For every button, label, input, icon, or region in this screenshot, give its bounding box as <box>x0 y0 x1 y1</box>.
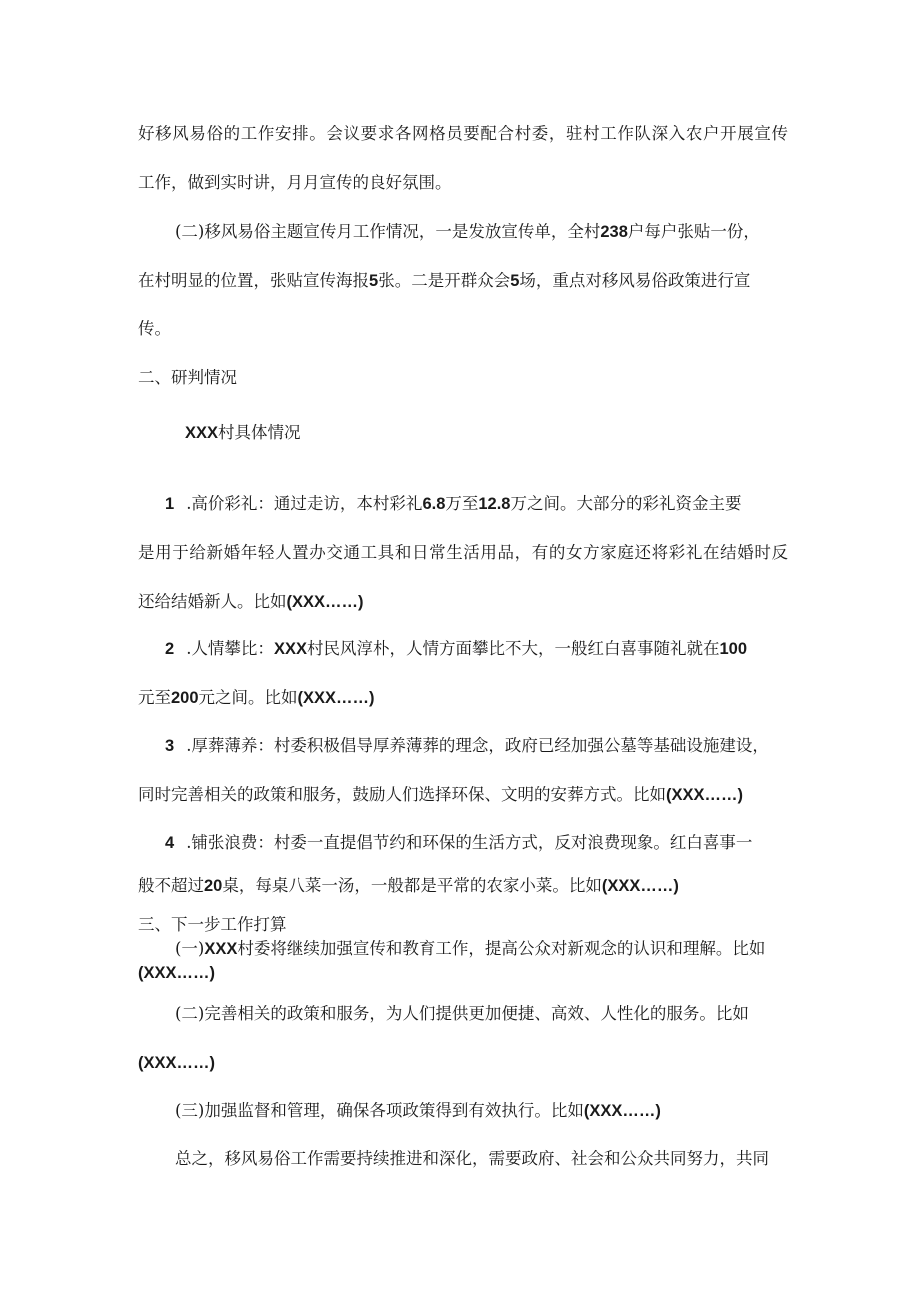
item-2-line-1 <box>165 638 815 660</box>
meetings-count: 5 <box>510 272 520 290</box>
plan-2-line-2 <box>138 1052 788 1074</box>
example-placeholder: (XXX……) <box>297 689 375 707</box>
example-placeholder: (XXX……) <box>286 593 364 611</box>
intro-text-2: 工作，做到实时讲，月月宣传的良好氛围。 <box>138 173 452 192</box>
theme-text: 张。二是开群众会 <box>378 271 511 290</box>
theme-month-line-1 <box>175 221 788 243</box>
theme-month-line-2 <box>138 270 788 292</box>
intro-text-1: 好移风易俗的工作安排。会议要求各网格员要配合村委，驻村工作队深入农户开展宣传 <box>138 124 788 143</box>
example-placeholder: (XXX……) <box>138 1054 216 1072</box>
item-number: 4 <box>165 834 175 852</box>
theme-text: 在村明显的位置，张贴宣传海报 <box>138 271 369 290</box>
village-code: XXX <box>273 640 307 658</box>
plan-text: (三)加强监督和管理，确保各项政策得到有效执行。比如 <box>175 1101 584 1120</box>
plan-text: (二)完善相关的政策和服务，为人们提供更加便捷、高效、人性化的服务。比如 <box>175 1004 749 1023</box>
item-text: 万之间。大部分的彩礼资金主要 <box>510 494 742 513</box>
example-placeholder: (XXX……) <box>666 786 744 804</box>
intro-line-1 <box>138 123 788 145</box>
village-code: XXX <box>185 424 219 442</box>
item-4-line-2 <box>138 875 788 897</box>
subtitle-text: 村具体情况 <box>218 423 301 442</box>
plan-text: 村委将继续加强宣传和教育工作，提高公众对新观念的认识和理解。比如 <box>237 939 766 958</box>
theme-text: (二)移风易俗主题宣传月工作情况，一是发放宣传单，全村 <box>175 222 601 241</box>
item-number: 1 <box>165 495 175 513</box>
village-code: XXX <box>204 940 238 958</box>
item-text: 般不超过 <box>138 876 204 895</box>
intro-line-2 <box>138 172 788 194</box>
tables-count: 20 <box>204 877 223 895</box>
theme-month-line-3 <box>138 318 788 340</box>
example-placeholder: (XXX……) <box>138 964 216 982</box>
item-text: .人情攀比： <box>186 639 274 658</box>
item-text: .高价彩礼：通过走访，本村彩礼 <box>186 494 423 513</box>
item-text: 元至 <box>138 688 171 707</box>
section-heading-text: 二、研判情况 <box>138 368 237 387</box>
item-number: 2 <box>165 640 175 658</box>
item-4-line-1 <box>165 832 815 854</box>
item-1-line-3 <box>138 591 788 613</box>
item-2-line-2 <box>138 687 788 709</box>
plan-2-line-1 <box>175 1003 788 1025</box>
item-text: 村民风淳朴，人情方面攀比不大，一般红白喜事随礼就在 <box>306 639 720 658</box>
item-text: 是用于给新婚年轻人置办交通工具和日常生活用品，有的女方家庭还将彩礼在结婚时反 <box>138 543 788 562</box>
theme-text: 场，重点对移风易俗政策进行宣 <box>519 271 751 290</box>
plan-text: (一) <box>175 939 205 958</box>
section-3-heading <box>138 914 788 936</box>
item-number: 3 <box>165 737 175 755</box>
section-2-heading <box>138 367 788 389</box>
item-text: 桌，每桌八菜一汤，一般都是平常的农家小菜。比如 <box>222 876 602 895</box>
item-text: 还给结婚新人。比如 <box>138 592 287 611</box>
item-text: 同时完善相关的政策和服务，鼓励人们选择环保、文明的安葬方式。比如 <box>138 785 666 804</box>
posters-count: 5 <box>369 272 379 290</box>
item-text: .厚葬薄养：村委积极倡导厚养薄葬的理念，政府已经加强公墓等基础设施建设， <box>186 736 769 755</box>
conclusion-text: 总之，移风易俗工作需要持续推进和深化，需要政府、社会和公众共同努力，共同 <box>175 1149 769 1168</box>
item-3-line-1 <box>165 735 815 757</box>
item-text: 万至 <box>445 494 479 513</box>
gift-money-max: 200 <box>171 689 199 707</box>
item-1-line-2 <box>138 542 788 564</box>
theme-text: 户每户张贴一份， <box>627 222 760 241</box>
example-placeholder: (XXX……) <box>601 877 679 895</box>
village-subtitle <box>185 422 835 444</box>
item-1-line-1 <box>165 493 815 515</box>
plan-3-line-1 <box>175 1100 788 1122</box>
conclusion-line-1 <box>175 1148 788 1170</box>
item-text: 元之间。比如 <box>198 688 298 707</box>
item-3-line-2 <box>138 784 788 806</box>
bride-price-max: 12.8 <box>478 495 511 513</box>
gift-money-min: 100 <box>719 640 747 658</box>
bride-price-min: 6.8 <box>422 495 446 513</box>
example-placeholder: (XXX……) <box>583 1102 661 1120</box>
plan-1-line-2 <box>138 962 788 984</box>
plan-1-line-1 <box>175 938 788 960</box>
households-count: 238 <box>600 223 628 241</box>
item-text: .铺张浪费：村委一直提倡节约和环保的生活方式，反对浪费现象。红白喜事一 <box>186 833 753 852</box>
theme-text: 传。 <box>138 319 171 338</box>
section-heading-text: 三、下一步工作打算 <box>138 915 287 934</box>
